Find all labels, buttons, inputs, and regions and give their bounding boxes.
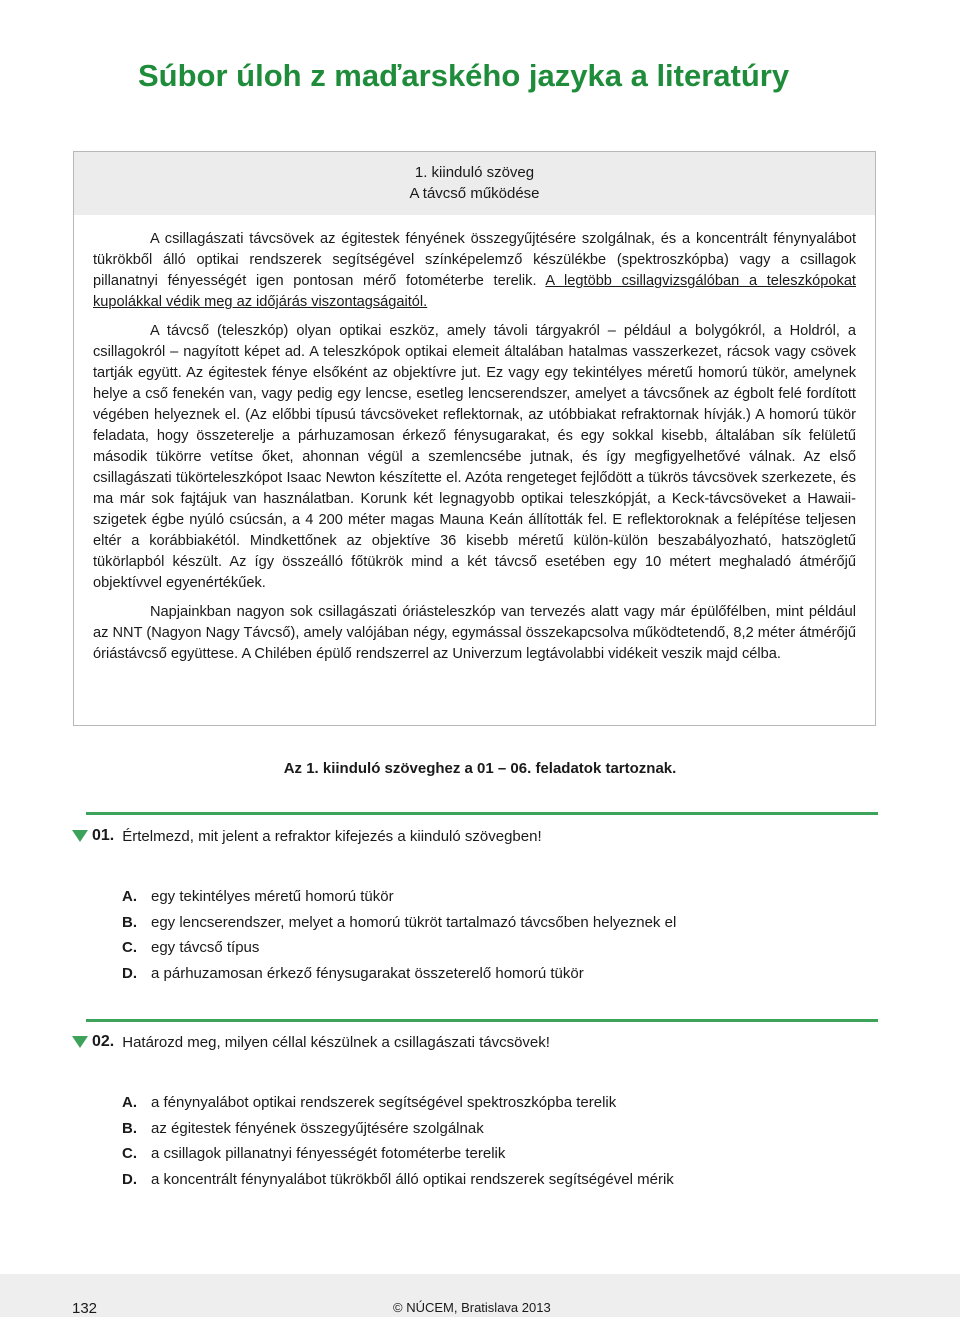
option-text: a párhuzamosan érkező fénysugarakat összeterelő homorú tükör (151, 964, 584, 982)
option-text: a csillagok pillanatnyi fényességét fotométerbe terelik (151, 1145, 506, 1162)
paragraph-1-text: A csillagászati távcsövek az égitestek fényének összegyűjtésére szolgálnak, és a koncentrált fénynyalábot tükrökből álló optikai rendszerek segítségével színképelemző készülékbe (spektroszkópba) vagy a csillagok pillanatnyi fényességét igen pontosan mérő fotométerbe terelik. (93, 231, 856, 289)
copyright-notice: © NÚCEM, Bratislava 2013 (393, 1300, 551, 1315)
option-text: egy távcső típus (151, 939, 260, 956)
option-letter: A. (122, 888, 137, 905)
page-number: 132 (72, 1300, 98, 1317)
option-letter: D. (122, 964, 137, 982)
option-text: egy tekintélyes méretű homorú tükör (151, 888, 394, 905)
question-01 (72, 827, 542, 845)
option-text: a fénynyalábot optikai rendszerek segítségével spektroszkópba terelik (151, 1094, 617, 1111)
answer-option-a[interactable] (122, 1090, 674, 1116)
page-footer (0, 1274, 960, 1317)
option-letter: B. (122, 1119, 137, 1137)
answer-options (122, 1090, 674, 1192)
option-letter: B. (122, 913, 137, 931)
question-number: 02. (92, 1033, 115, 1050)
option-letter: C. (122, 1145, 137, 1162)
triangle-down-icon (72, 830, 88, 842)
answer-option-d[interactable] (122, 1167, 674, 1193)
paragraph-3: Napjainkban nagyon sok csillagászati óriásteleszkóp van tervezés alatt vagy már épülőfélben, mint például az NNT (Nagyon Nagy Távcső), amely valójában négy, egymással összekapcsolva működtetendő, 8,2 méter átmérőjű óriástávcső együttese. A Chilében épülő rendszerrel az Univerzum legtávolabbi vidékeit veszik majd célba. (93, 604, 856, 662)
paragraph-1-underlined: A legtöbb csillagvizsgálóban a teleszkópokat kupolákkal védik meg az időjárás viszontagságaitól. (93, 273, 856, 310)
answer-option-c[interactable] (122, 1141, 674, 1167)
question-divider (86, 812, 878, 815)
option-letter: D. (122, 1170, 137, 1188)
triangle-down-icon (72, 1036, 88, 1048)
answer-option-d[interactable] (122, 961, 676, 987)
source-text-heading: A távcső működése (409, 185, 540, 202)
question-divider (86, 1019, 878, 1022)
answer-option-b[interactable] (122, 1116, 674, 1142)
source-text-label: 1. kiinduló szöveg (414, 164, 535, 181)
paragraph-1 (93, 229, 856, 313)
answer-options (122, 884, 676, 986)
option-text: a koncentrált fénynyalábot tükrökből álló optikai rendszerek segítségével mérik (151, 1170, 674, 1188)
answer-option-a[interactable] (122, 884, 676, 910)
source-text-box (73, 151, 876, 726)
answer-option-c[interactable] (122, 935, 676, 961)
source-text-body (74, 215, 875, 665)
option-letter: A. (122, 1094, 137, 1111)
question-text: Értelmezd, mit jelent a refraktor kifejezés a kiinduló szövegben! (122, 827, 542, 845)
page-title: Súbor úloh z maďarského jazyka a literatúry (138, 58, 790, 93)
question-number: 01. (92, 827, 115, 844)
paragraph-2: A távcső (teleszkóp) olyan optikai eszköz, amely távoli tárgyakról – például a bolygókról, a Holdról, a csillagokról – nagyított képet ad. A teleszkópok optikai elemeit általában hatalmas vasszerkezet, rácsok vagy csövek tartják együtt. Az égitestek fénye elsőként az objektívre jut. Ez vagy egy tekintélyes méretű homorú tükör, amelynek helye a cső fenekén van, vagy pedig egy lencse, esetleg lencserendszer, amelyet a távcsőnek az égbolt felé fordított végében helyeznek el. (Az előbbi típusú távcsöveket reflektornak, az utóbbiakat refraktornak hívják.) A homorú tükör feladata, hogy összeterelje a párhuzamosan érkező fénysugarakat, és egy sokkal kisebb, általában sík felületű második tükörre vetítse őket, ahonnan végül a szemlencsébe jutnak, és így megfigyelhetővé válnak. Az első csillagászati tükörteleszkópot Isaac Newton készítette el. Azóta rengeteget fejlődött a tükrös távcsövek szerkezete, és ma már sok fajtájuk van használatban. Korunk két legnagyobb optikai teleszkópját, a Keck-távcsöveket a Hawaii-szigetek égbe nyúló csúcsán, a 4 200 méter magas Mauna Keán állították fel. E reflektoroknak a felépítése teljesen eltér a korábbiakétól. Mindkettőnek az objektíve 36 kisebb méretű külön-külön beszabályozható, hatszögletű tükörlapból készült. Az így összeálló főtükrök mind a két távcső esetében egy 10 métert meghaladó átmérőjű objektívvel egyenértékűek. (93, 323, 856, 591)
option-text: egy lencserendszer, melyet a homorú tükröt tartalmazó távcsőben helyeznek el (151, 913, 677, 931)
answer-option-b[interactable] (122, 910, 676, 936)
option-letter: C. (122, 939, 137, 956)
option-text: az égitestek fényének összegyűjtésére szolgálnak (151, 1119, 484, 1137)
source-text-header (74, 152, 875, 215)
question-text: Határozd meg, milyen céllal készülnek a csillagászati távcsövek! (122, 1033, 550, 1051)
question-02 (72, 1033, 550, 1051)
task-intro: Az 1. kiinduló szöveghez a 01 – 06. feladatok tartoznak. (283, 760, 677, 777)
